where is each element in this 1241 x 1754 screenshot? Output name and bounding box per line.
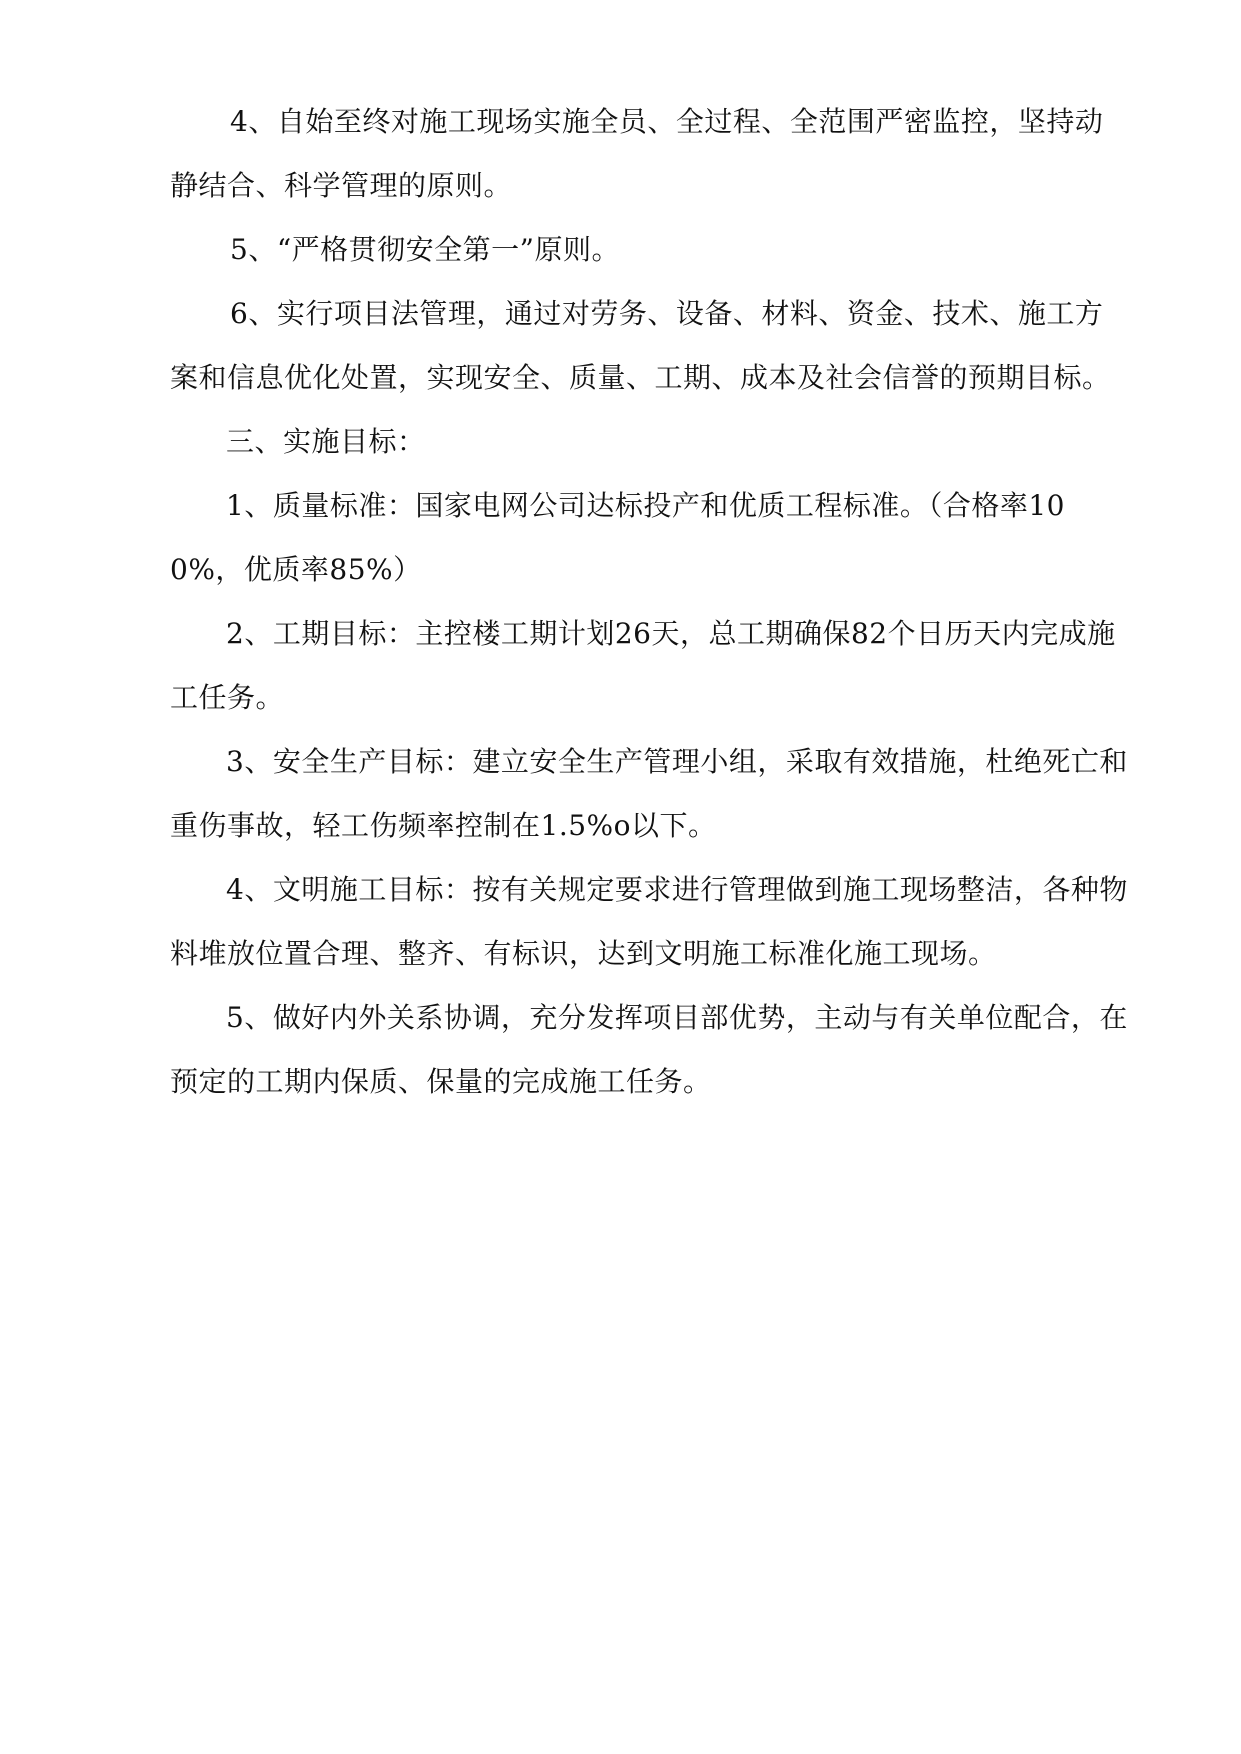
paragraph-principle-5: 5、“严格贯彻安全第一”原则。 (230, 233, 620, 266)
paragraph-goal-schedule: 2、工期目标：主控楼工期计划26天，总工期确保82个日历天内完成施工任务。 (170, 617, 1116, 714)
paragraph-principle-4: 4、自始至终对施工现场实施全员、全过程、全范围严密监控，坚持动静结合、科学管理的原则。 (170, 105, 1104, 202)
paragraph-goal-quality: 1、质量标准：国家电网公司达标投产和优质工程标准。（合格率100%，优质率85%） (170, 489, 1065, 586)
paragraph-goal-safety: 3、安全生产目标：建立安全生产管理小组，采取有效措施，杜绝死亡和重伤事故，轻工伤频率控制在1.5%o以下。 (170, 745, 1128, 842)
section-heading-implementation-goals: 三、实施目标： (226, 425, 426, 458)
paragraph-goal-coordination: 5、做好内外关系协调，充分发挥项目部优势，主动与有关单位配合，在预定的工期内保质、保量的完成施工任务。 (170, 1001, 1128, 1098)
paragraph-goal-civilized-construction: 4、文明施工目标：按有关规定要求进行管理做到施工现场整洁，各种物料堆放位置合理、整齐、有标识，达到文明施工标准化施工现场。 (170, 873, 1128, 970)
paragraph-principle-6: 6、实行项目法管理，通过对劳务、设备、材料、资金、技术、施工方案和信息优化处置，实现安全、质量、工期、成本及社会信誉的预期目标。 (170, 297, 1111, 394)
